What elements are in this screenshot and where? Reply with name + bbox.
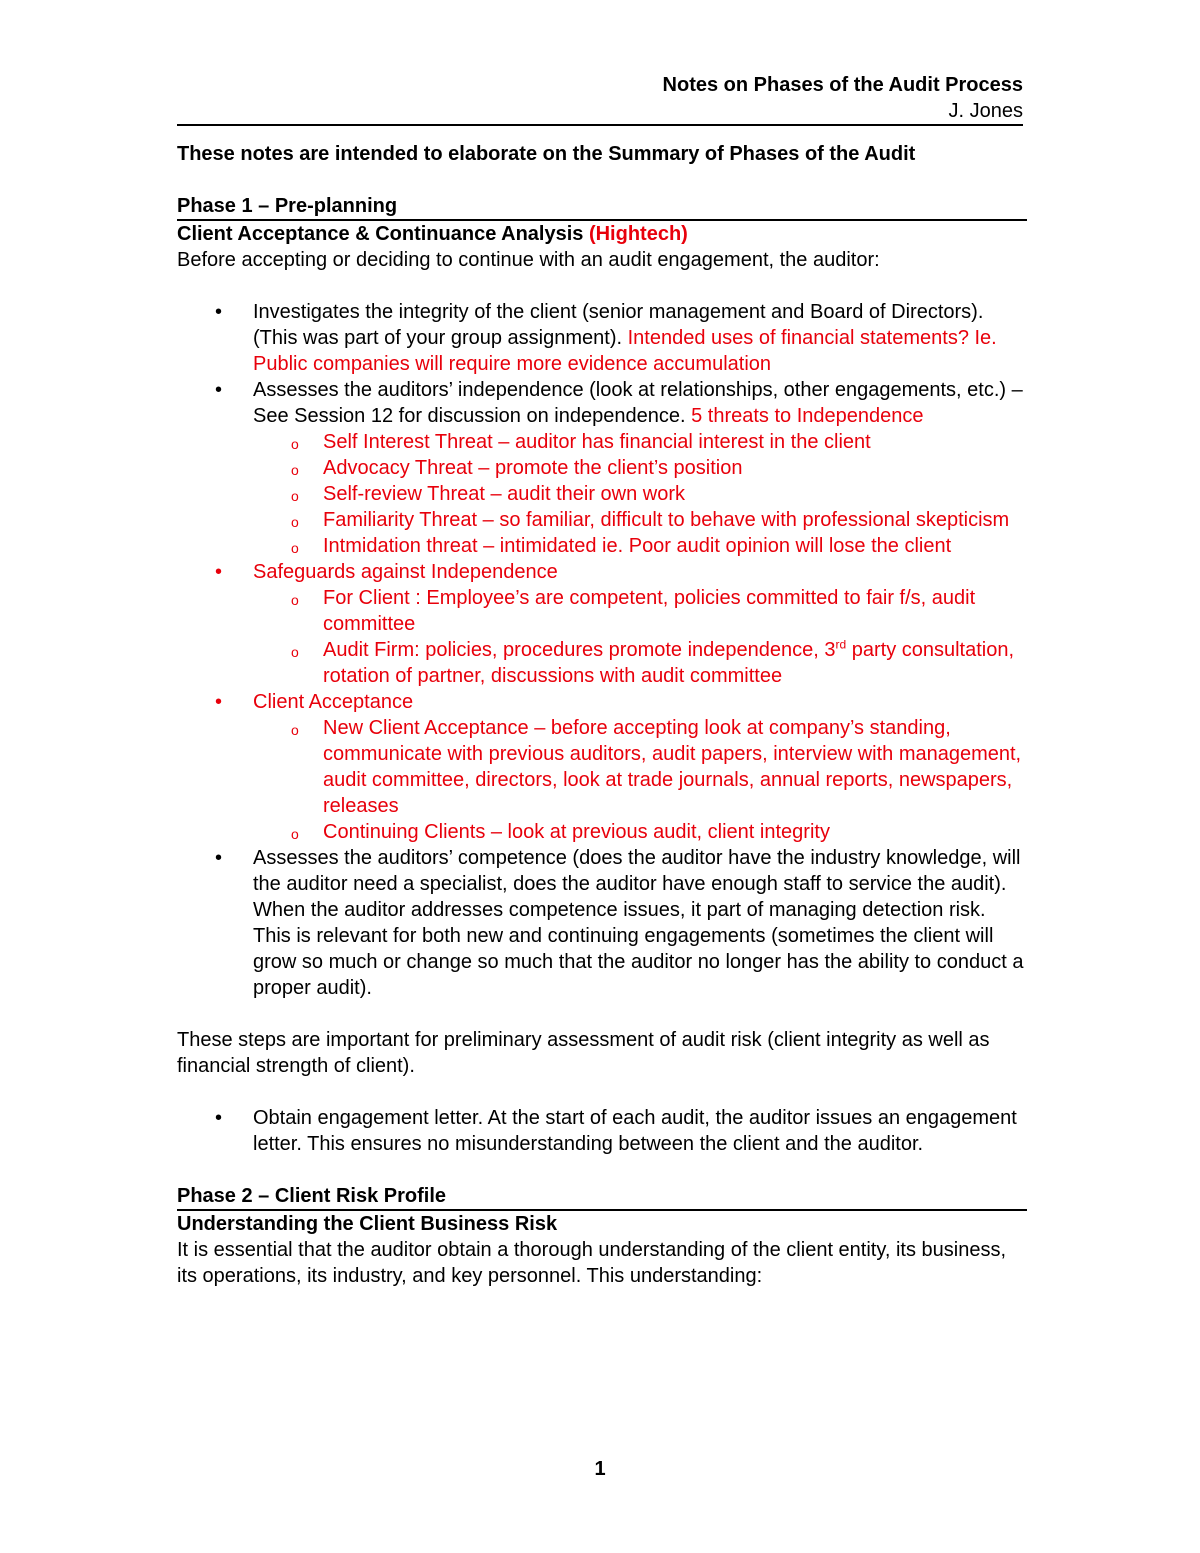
bullet-icon: •	[215, 847, 223, 869]
sub-list-item	[253, 429, 1027, 455]
intro-heading: These notes are intended to elaborate on the Summary of Phases of the Audit	[177, 143, 916, 165]
sub-list-item	[253, 585, 1027, 637]
list-item	[177, 845, 1027, 1001]
page-number: 1	[594, 1458, 606, 1480]
phase1-section-title	[177, 221, 1027, 247]
sub-bullet-icon: o	[291, 436, 299, 452]
sub-list-item-text: Self-review Threat – audit their own work	[323, 483, 686, 505]
sub-list-item	[253, 481, 1027, 507]
sub-list-item	[253, 455, 1027, 481]
sub-list-item-text-cont: party consultation, rotation of partner, discussions with audit committee	[323, 639, 1015, 687]
sub-list-item-text: Familiarity Threat – so familiar, difficult to behave with professional skepticism	[323, 509, 1010, 531]
sub-list-item-text: Audit Firm: policies, procedures promote independence, 3	[323, 639, 836, 661]
section-tag: (Hightech)	[588, 223, 688, 245]
ordinal-superscript: rd	[835, 637, 847, 652]
sub-list-item	[253, 819, 1027, 845]
sub-bullet-icon: o	[291, 644, 299, 660]
bullet-icon: •	[215, 301, 223, 323]
list-item-text: Safeguards against Independence	[253, 561, 558, 583]
header-author: J. Jones	[948, 100, 1023, 122]
sub-list-item-text: Advocacy Threat – promote the client’s position	[323, 457, 743, 479]
list-item	[177, 377, 1027, 559]
phase1-lead: Before accepting or deciding to continue with an audit engagement, the auditor:	[177, 249, 880, 271]
list-item	[177, 559, 1027, 689]
sub-bullet-icon: o	[291, 722, 299, 738]
list-item-text: Assesses the auditors’ independence (look at relationships, other engagements, etc.) – See Session 12 for discussion on independence.	[253, 379, 1023, 427]
list-item	[177, 1105, 1027, 1157]
sub-bullet-icon: o	[291, 462, 299, 478]
bullet-icon: •	[215, 1107, 223, 1129]
list-item-note: Intended uses of financial statements? Ie. Public companies will require more evidence accumulation	[253, 327, 997, 375]
phase2-lead: It is essential that the auditor obtain a thorough understanding of the client entity, its business, its operations, its industry, and key personnel. This understanding:	[177, 1239, 1007, 1287]
sub-list-item-text: Self Interest Threat – auditor has financial interest in the client	[323, 431, 871, 453]
engagement-list	[177, 1105, 1027, 1157]
header-rule	[177, 124, 1023, 126]
page-header	[663, 72, 1023, 124]
sub-list-item	[253, 637, 1027, 689]
sub-list-item-text: New Client Acceptance – before accepting look at company’s standing, communicate with previous auditors, audit papers, interview with management, audit committee, directors, look at trade journals, annual reports, newspapers, releases	[323, 717, 1022, 817]
threats-list	[253, 429, 1027, 559]
section-title-text: Client Acceptance & Continuance Analysis	[177, 223, 589, 245]
sub-list-item	[253, 507, 1027, 533]
phase2-title: Phase 2 – Client Risk Profile	[177, 1183, 1027, 1211]
list-item-text: Obtain engagement letter. At the start of each audit, the auditor issues an engagement letter. This ensures no misunderstanding between the client and the auditor.	[253, 1107, 1017, 1155]
sub-bullet-icon: o	[291, 826, 299, 842]
list-item	[177, 689, 1027, 845]
bullet-icon: •	[215, 379, 223, 401]
steps-paragraph: These steps are important for preliminary assessment of audit risk (client integrity as well as financial strength of client).	[177, 1029, 990, 1077]
list-item-text: Assesses the auditors’ competence (does the auditor have the industry knowledge, will the auditor need a specialist, does the auditor have enough staff to service the audit). When the auditor addresses competence issues, it part of managing detection risk. This is relevant for both new and continuing engagements (sometimes the client will grow so much or change so much that the auditor no longer has the ability to conduct a proper audit).	[253, 847, 1024, 999]
phase1-bullet-list	[177, 299, 1027, 1001]
list-item-text: Investigates the integrity of the client (senior management and Board of Directors). (This was part of your group assignment).	[253, 301, 984, 349]
sub-bullet-icon: o	[291, 514, 299, 530]
sub-list-item-text: For Client : Employee’s are competent, policies committed to fair f/s, audit committee	[323, 587, 976, 635]
sub-list-item	[253, 715, 1027, 819]
sub-bullet-icon: o	[291, 540, 299, 556]
list-item-note: 5 threats to Independence	[691, 405, 924, 427]
list-item-text: Client Acceptance	[253, 691, 414, 713]
bullet-icon: •	[215, 561, 223, 583]
safeguards-list	[253, 585, 1027, 689]
sub-bullet-icon: o	[291, 488, 299, 504]
sub-list-item-text: Intmidation threat – intimidated ie. Poor audit opinion will lose the client	[323, 535, 952, 557]
phase1-title: Phase 1 – Pre-planning	[177, 193, 1027, 221]
acceptance-list	[253, 715, 1027, 845]
header-title: Notes on Phases of the Audit Process	[662, 74, 1023, 96]
sub-list-item	[253, 533, 1027, 559]
sub-list-item-text: Continuing Clients – look at previous audit, client integrity	[323, 821, 830, 843]
bullet-icon: •	[215, 691, 223, 713]
phase2-section-title: Understanding the Client Business Risk	[177, 1213, 558, 1235]
list-item	[177, 299, 1027, 377]
document-body	[177, 141, 1027, 1289]
sub-bullet-icon: o	[291, 592, 299, 608]
